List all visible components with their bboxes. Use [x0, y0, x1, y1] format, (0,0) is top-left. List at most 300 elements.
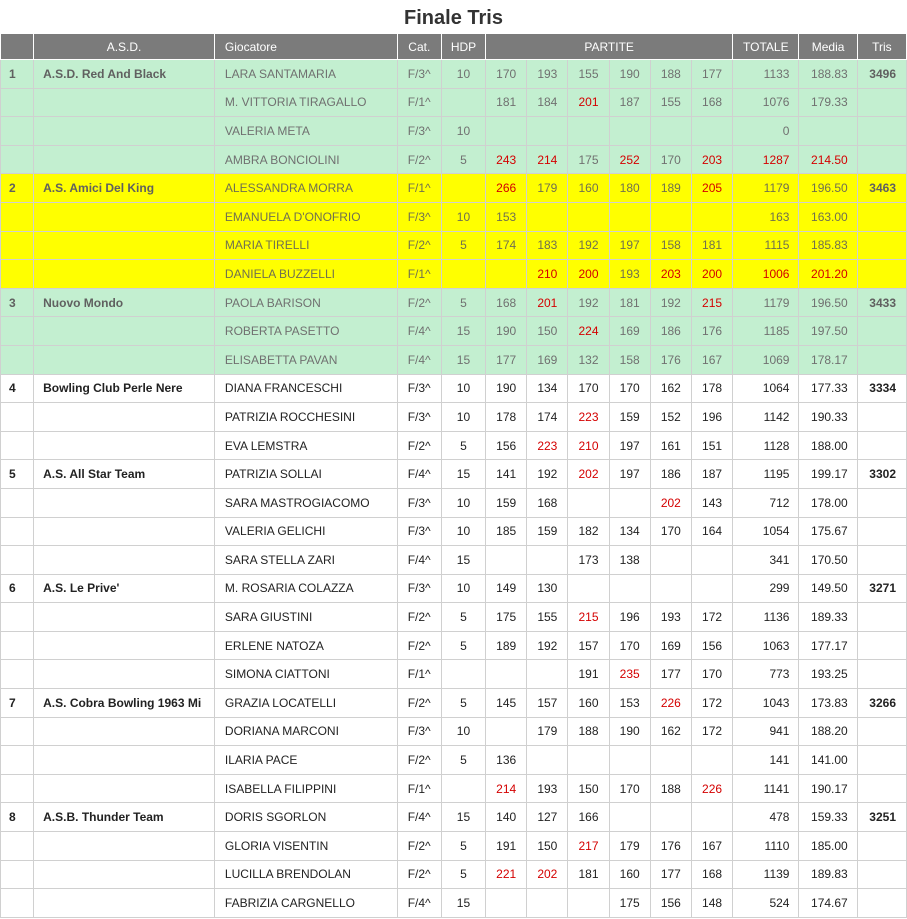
game-score: 178: [691, 374, 732, 403]
table-row: [1, 117, 907, 146]
team-name: A.S.D. Red And Black: [34, 60, 215, 89]
game-score: 150: [568, 774, 609, 803]
game-score: 178: [486, 403, 527, 432]
player-total: 1063: [733, 631, 799, 660]
game-score: 215: [568, 603, 609, 632]
team-rank: [1, 231, 34, 260]
player-category: F/4^: [397, 889, 441, 918]
player-category: F/2^: [397, 231, 441, 260]
game-score: 152: [650, 403, 691, 432]
player-hdp: 10: [441, 517, 485, 546]
player-name: DORIANA MARCONI: [214, 717, 397, 746]
player-name: VALERIA GELICHI: [214, 517, 397, 546]
game-score: 223: [568, 403, 609, 432]
table-row: [1, 546, 907, 575]
game-score: 170: [609, 774, 650, 803]
game-score: 174: [527, 403, 568, 432]
game-score: 205: [691, 174, 732, 203]
team-name: [34, 832, 215, 861]
page-title: Finale Tris: [404, 7, 503, 29]
game-score: [691, 546, 732, 575]
game-score: 140: [486, 803, 527, 832]
player-name: ILARIA PACE: [214, 746, 397, 775]
game-score: 192: [527, 631, 568, 660]
game-score: 160: [568, 689, 609, 718]
player-name: GLORIA VISENTIN: [214, 832, 397, 861]
game-score: 170: [691, 660, 732, 689]
header-cat: Cat.: [397, 34, 441, 60]
table-row: [1, 460, 907, 489]
team-tris: [857, 345, 906, 374]
player-media: 177.17: [799, 631, 857, 660]
team-rank: 3: [1, 288, 34, 317]
player-media: [799, 117, 857, 146]
game-score: [568, 117, 609, 146]
player-hdp: 5: [441, 288, 485, 317]
game-score: 168: [527, 488, 568, 517]
player-total: 478: [733, 803, 799, 832]
team-rank: [1, 145, 34, 174]
player-media: 149.50: [799, 574, 857, 603]
table-row: [1, 746, 907, 775]
player-total: 1043: [733, 689, 799, 718]
game-score: 176: [650, 345, 691, 374]
team-name: [34, 488, 215, 517]
header-player: Giocatore: [214, 34, 397, 60]
game-score: [486, 889, 527, 918]
player-category: F/2^: [397, 832, 441, 861]
game-score: 181: [486, 88, 527, 117]
team-rank: 2: [1, 174, 34, 203]
team-rank: 5: [1, 460, 34, 489]
player-total: 1179: [733, 288, 799, 317]
game-score: 170: [650, 517, 691, 546]
game-score: 214: [527, 145, 568, 174]
team-rank: [1, 260, 34, 289]
team-tris: [857, 488, 906, 517]
player-total: 941: [733, 717, 799, 746]
team-tris: [857, 403, 906, 432]
game-score: 175: [609, 889, 650, 918]
team-rank: [1, 546, 34, 575]
player-category: F/3^: [397, 717, 441, 746]
player-category: F/1^: [397, 660, 441, 689]
player-category: F/3^: [397, 374, 441, 403]
game-score: 148: [691, 889, 732, 918]
team-name: [34, 317, 215, 346]
player-category: F/4^: [397, 317, 441, 346]
game-score: 155: [568, 60, 609, 89]
player-media: 201.20: [799, 260, 857, 289]
game-score: 170: [486, 60, 527, 89]
player-media: 188.20: [799, 717, 857, 746]
player-total: 1185: [733, 317, 799, 346]
team-name: [34, 774, 215, 803]
player-media: 193.25: [799, 660, 857, 689]
player-total: 1006: [733, 260, 799, 289]
table-row: [1, 574, 907, 603]
game-score: 210: [568, 431, 609, 460]
player-hdp: 10: [441, 60, 485, 89]
player-hdp: 5: [441, 860, 485, 889]
game-score: 217: [568, 832, 609, 861]
game-score: 159: [609, 403, 650, 432]
game-score: 150: [527, 832, 568, 861]
player-media: 179.33: [799, 88, 857, 117]
player-media: 177.33: [799, 374, 857, 403]
team-tris: [857, 717, 906, 746]
game-score: 168: [691, 88, 732, 117]
game-score: 188: [650, 60, 691, 89]
game-score: 136: [486, 746, 527, 775]
game-score: 226: [691, 774, 732, 803]
team-rank: [1, 345, 34, 374]
team-name: [34, 631, 215, 660]
game-score: [650, 202, 691, 231]
team-name: Nuovo Mondo: [34, 288, 215, 317]
game-score: [527, 889, 568, 918]
player-total: 1179: [733, 174, 799, 203]
game-score: 167: [691, 345, 732, 374]
player-media: 188.00: [799, 431, 857, 460]
game-score: 192: [650, 288, 691, 317]
player-category: F/2^: [397, 431, 441, 460]
player-total: 141: [733, 746, 799, 775]
team-rank: [1, 889, 34, 918]
game-score: 235: [609, 660, 650, 689]
game-score: 175: [486, 603, 527, 632]
table-row: [1, 803, 907, 832]
team-tris: [857, 317, 906, 346]
game-score: 170: [609, 374, 650, 403]
game-score: 158: [650, 231, 691, 260]
player-media: 175.67: [799, 517, 857, 546]
table-row: [1, 860, 907, 889]
team-name: Bowling Club Perle Nere: [34, 374, 215, 403]
game-score: 200: [568, 260, 609, 289]
player-name: PAOLA BARISON: [214, 288, 397, 317]
game-score: [650, 546, 691, 575]
game-score: 196: [609, 603, 650, 632]
team-name: A.S. Amici Del King: [34, 174, 215, 203]
team-tris: 3266: [857, 689, 906, 718]
game-score: 158: [609, 345, 650, 374]
team-name: [34, 88, 215, 117]
player-media: 159.33: [799, 803, 857, 832]
game-score: 193: [527, 60, 568, 89]
game-score: 181: [691, 231, 732, 260]
player-total: 1287: [733, 145, 799, 174]
game-score: 159: [527, 517, 568, 546]
player-name: MARIA TIRELLI: [214, 231, 397, 260]
game-score: 191: [486, 832, 527, 861]
team-name: [34, 546, 215, 575]
player-total: 1064: [733, 374, 799, 403]
player-total: 1136: [733, 603, 799, 632]
player-hdp: 15: [441, 803, 485, 832]
game-score: 202: [568, 460, 609, 489]
player-total: 1128: [733, 431, 799, 460]
player-name: PATRIZIA SOLLAI: [214, 460, 397, 489]
game-score: 169: [609, 317, 650, 346]
player-media: 190.33: [799, 403, 857, 432]
game-score: [650, 746, 691, 775]
team-name: [34, 517, 215, 546]
player-category: F/1^: [397, 174, 441, 203]
game-score: [609, 202, 650, 231]
game-score: [691, 574, 732, 603]
game-score: 214: [486, 774, 527, 803]
game-score: 181: [568, 860, 609, 889]
player-hdp: [441, 774, 485, 803]
game-score: 266: [486, 174, 527, 203]
team-name: [34, 660, 215, 689]
game-score: 224: [568, 317, 609, 346]
team-name: [34, 117, 215, 146]
player-media: 189.83: [799, 860, 857, 889]
team-rank: [1, 431, 34, 460]
game-score: 243: [486, 145, 527, 174]
header-rank: [1, 34, 34, 60]
team-tris: [857, 603, 906, 632]
team-name: [34, 403, 215, 432]
game-score: 189: [486, 631, 527, 660]
game-score: 176: [650, 832, 691, 861]
game-score: 141: [486, 460, 527, 489]
player-category: F/3^: [397, 202, 441, 231]
table-row: [1, 174, 907, 203]
player-total: 1110: [733, 832, 799, 861]
game-score: 181: [609, 288, 650, 317]
game-score: 177: [691, 60, 732, 89]
player-hdp: 15: [441, 345, 485, 374]
header-media: Media: [799, 34, 857, 60]
team-tris: [857, 889, 906, 918]
team-rank: [1, 717, 34, 746]
team-rank: [1, 202, 34, 231]
game-score: [527, 546, 568, 575]
game-score: 184: [527, 88, 568, 117]
game-score: 172: [691, 717, 732, 746]
player-name: VALERIA META: [214, 117, 397, 146]
team-rank: 4: [1, 374, 34, 403]
team-tris: [857, 860, 906, 889]
team-tris: [857, 202, 906, 231]
game-score: [486, 260, 527, 289]
player-hdp: 10: [441, 374, 485, 403]
player-media: 197.50: [799, 317, 857, 346]
player-hdp: [441, 660, 485, 689]
player-media: 199.17: [799, 460, 857, 489]
player-total: 1133: [733, 60, 799, 89]
player-media: 173.83: [799, 689, 857, 718]
player-hdp: [441, 88, 485, 117]
game-score: 155: [650, 88, 691, 117]
player-hdp: 10: [441, 202, 485, 231]
player-category: F/3^: [397, 60, 441, 89]
team-tris: [857, 88, 906, 117]
team-tris: 3271: [857, 574, 906, 603]
team-tris: [857, 660, 906, 689]
table-row: [1, 345, 907, 374]
game-score: 197: [609, 431, 650, 460]
game-score: 192: [568, 231, 609, 260]
game-score: 149: [486, 574, 527, 603]
game-score: [486, 117, 527, 146]
game-score: 132: [568, 345, 609, 374]
player-hdp: 5: [441, 231, 485, 260]
team-tris: [857, 774, 906, 803]
table-row: [1, 260, 907, 289]
game-score: [568, 889, 609, 918]
game-score: 188: [650, 774, 691, 803]
player-name: GRAZIA LOCATELLI: [214, 689, 397, 718]
game-score: 127: [527, 803, 568, 832]
game-score: [527, 202, 568, 231]
game-score: 153: [609, 689, 650, 718]
team-tris: [857, 260, 906, 289]
team-tris: [857, 431, 906, 460]
player-name: SARA STELLA ZARI: [214, 546, 397, 575]
game-score: 164: [691, 517, 732, 546]
team-rank: [1, 860, 34, 889]
game-score: [650, 574, 691, 603]
header-hdp: HDP: [441, 34, 485, 60]
game-score: 201: [527, 288, 568, 317]
game-score: 193: [650, 603, 691, 632]
player-total: 1054: [733, 517, 799, 546]
player-total: 341: [733, 546, 799, 575]
game-score: 179: [609, 832, 650, 861]
team-tris: [857, 746, 906, 775]
game-score: 193: [527, 774, 568, 803]
game-score: 177: [650, 860, 691, 889]
team-name: [34, 860, 215, 889]
team-rank: 1: [1, 60, 34, 89]
game-score: 155: [527, 603, 568, 632]
player-total: 712: [733, 488, 799, 517]
player-media: 174.67: [799, 889, 857, 918]
table-row: [1, 517, 907, 546]
player-category: F/4^: [397, 460, 441, 489]
player-media: 189.33: [799, 603, 857, 632]
game-score: 167: [691, 832, 732, 861]
game-score: 223: [527, 431, 568, 460]
team-rank: [1, 317, 34, 346]
game-score: 130: [527, 574, 568, 603]
player-total: 1076: [733, 88, 799, 117]
player-name: PATRIZIA ROCCHESINI: [214, 403, 397, 432]
game-score: 172: [691, 689, 732, 718]
game-score: 202: [527, 860, 568, 889]
game-score: 203: [691, 145, 732, 174]
game-score: 188: [568, 717, 609, 746]
player-category: F/4^: [397, 546, 441, 575]
game-score: 179: [527, 717, 568, 746]
game-score: 191: [568, 660, 609, 689]
team-rank: [1, 517, 34, 546]
player-category: F/2^: [397, 689, 441, 718]
team-tris: [857, 631, 906, 660]
team-rank: [1, 488, 34, 517]
game-score: 179: [527, 174, 568, 203]
game-score: 170: [568, 374, 609, 403]
game-score: [568, 202, 609, 231]
table-row: [1, 60, 907, 89]
player-media: 163.00: [799, 202, 857, 231]
table-body: [1, 60, 907, 918]
player-name: DORIS SGORLON: [214, 803, 397, 832]
player-media: 185.00: [799, 832, 857, 861]
team-tris: 3334: [857, 374, 906, 403]
player-hdp: 5: [441, 431, 485, 460]
game-score: 177: [486, 345, 527, 374]
game-score: 186: [650, 317, 691, 346]
player-category: F/3^: [397, 517, 441, 546]
game-score: [527, 746, 568, 775]
game-score: 187: [609, 88, 650, 117]
game-score: 177: [650, 660, 691, 689]
player-media: 188.83: [799, 60, 857, 89]
player-category: F/4^: [397, 345, 441, 374]
game-score: [486, 717, 527, 746]
team-rank: [1, 88, 34, 117]
team-rank: 7: [1, 689, 34, 718]
game-score: [486, 546, 527, 575]
player-hdp: 15: [441, 889, 485, 918]
table-header-row: [1, 34, 907, 60]
table-row: [1, 145, 907, 174]
game-score: [568, 488, 609, 517]
player-name: M. VITTORIA TIRAGALLO: [214, 88, 397, 117]
game-score: 150: [527, 317, 568, 346]
results-table: [0, 33, 907, 918]
table-row: [1, 317, 907, 346]
team-name: A.S. Cobra Bowling 1963 Mi: [34, 689, 215, 718]
game-score: 190: [609, 717, 650, 746]
player-hdp: 10: [441, 717, 485, 746]
game-score: 215: [691, 288, 732, 317]
team-tris: [857, 517, 906, 546]
player-category: F/3^: [397, 574, 441, 603]
game-score: 134: [609, 517, 650, 546]
team-tris: [857, 231, 906, 260]
player-name: EVA LEMSTRA: [214, 431, 397, 460]
game-score: [691, 202, 732, 231]
table-row: [1, 403, 907, 432]
game-score: 168: [486, 288, 527, 317]
table-row: [1, 603, 907, 632]
table-row: [1, 717, 907, 746]
player-name: ELISABETTA PAVAN: [214, 345, 397, 374]
player-total: 1195: [733, 460, 799, 489]
game-score: 143: [691, 488, 732, 517]
player-hdp: [441, 260, 485, 289]
game-score: [527, 117, 568, 146]
player-hdp: [441, 174, 485, 203]
game-score: [691, 117, 732, 146]
player-hdp: 5: [441, 631, 485, 660]
player-total: 163: [733, 202, 799, 231]
table-row: [1, 689, 907, 718]
game-score: 202: [650, 488, 691, 517]
player-media: 141.00: [799, 746, 857, 775]
player-media: 178.17: [799, 345, 857, 374]
team-tris: [857, 117, 906, 146]
player-hdp: 5: [441, 145, 485, 174]
player-total: 1141: [733, 774, 799, 803]
player-category: F/2^: [397, 860, 441, 889]
